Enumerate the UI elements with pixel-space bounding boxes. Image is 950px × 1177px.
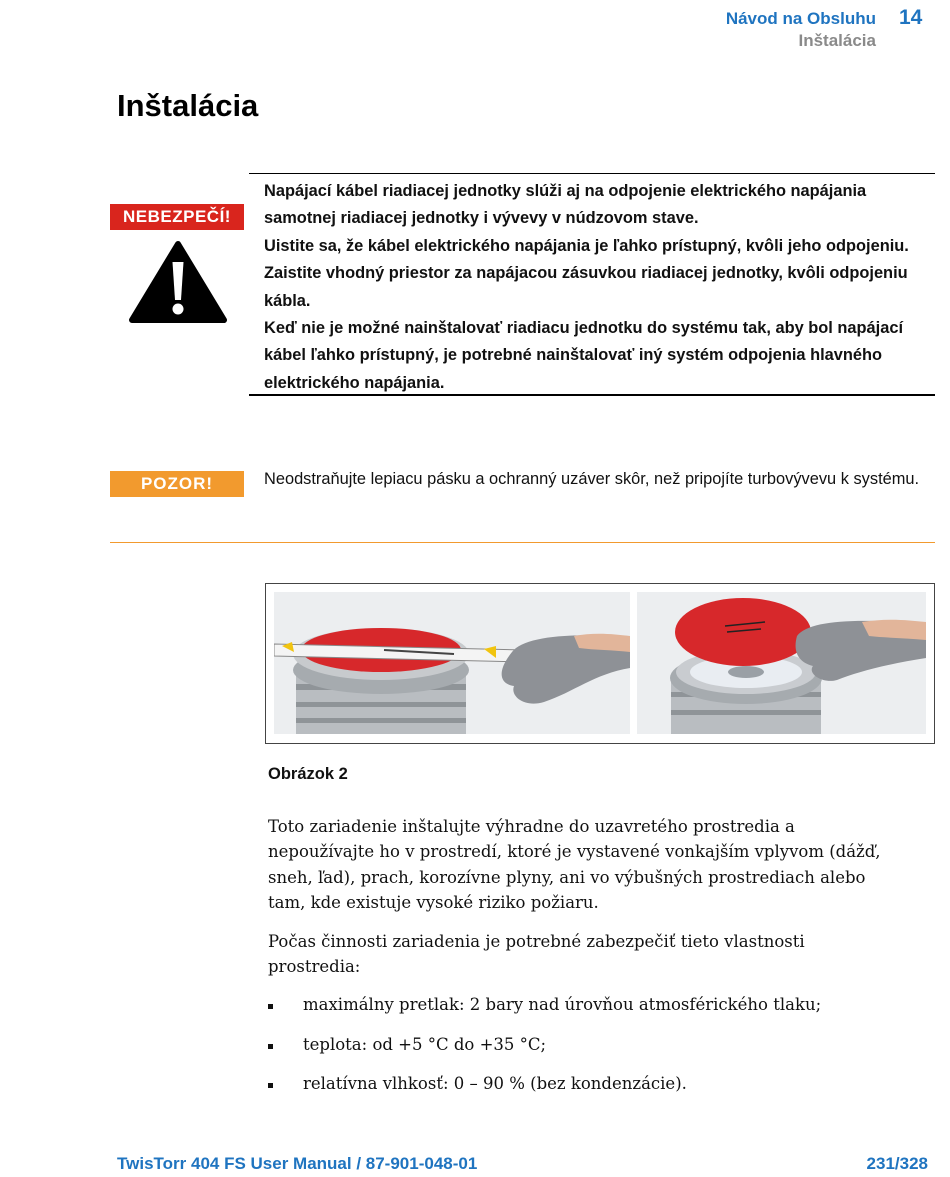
footer-manual-title: TwisTorr 404 FS User Manual / 87-901-048-01 [117, 1154, 478, 1173]
danger-text [264, 178, 934, 397]
caution-text: Neodstraňujte lepiacu pásku a ochranný uzáver skôr, než pripojíte turbovývevu k systému. [264, 470, 920, 488]
figure-caption: Obrázok 2 [268, 765, 348, 783]
bullet-text: teplota: od +5 °C do +35 °C; [303, 1035, 547, 1054]
danger-line-3: Keď nie je možné nainštalovať riadiacu jednotku do systému tak, aby bol napájací kábel ľahko prístupný, je potrebné nainštalovať iný systém odpojenia hlavného elektrického napájania. [264, 319, 904, 392]
danger-top-rule [249, 173, 935, 174]
body-paragraph-1-text: Toto zariadenie inštalujte výhradne do uzavretého prostredia a nepoužívajte ho v prostredí, ktoré je vystavené vonkajším vplyvom (dážď, sneh, ľad), prach, korozívne plyny, ani vo výbušných prostrediach alebo tam, kde existuje vysoké riziko požiaru. [268, 817, 881, 912]
header-title: Návod na Obsluhu [725, 9, 876, 28]
header-page-number: 14 [899, 6, 923, 29]
bullet-text: relatívna vlhkosť: 0 – 90 % (bez kondenzácie). [303, 1074, 687, 1093]
body-paragraph-2 [268, 929, 898, 980]
figure-panel-tape-removal [274, 592, 630, 734]
warning-triangle-icon [128, 240, 228, 324]
figure-panel-cap-removal [637, 592, 926, 734]
bullet-icon [268, 1044, 273, 1049]
danger-bottom-rule [249, 394, 935, 396]
bullet-text: maximálny pretlak: 2 bary nad úrovňou atmosférického tlaku; [303, 995, 822, 1014]
bullet-icon [268, 1004, 273, 1009]
caution-rule [110, 542, 935, 543]
danger-badge: NEBEZPEČÍ! [110, 204, 244, 230]
danger-line-1: Napájací kábel riadiacej jednotky slúži aj na odpojenie elektrického napájania samotnej riadiacej jednotky i vývevy v núdzovom stave. [264, 182, 867, 228]
caution-badge: POZOR! [110, 471, 244, 497]
body-paragraph-1 [268, 814, 898, 915]
page-title: Inštalácia [117, 88, 259, 123]
figure-image [265, 583, 935, 744]
bullet-icon [268, 1083, 273, 1088]
header-subtitle: Inštalácia [798, 31, 876, 50]
footer-page-counter: 231/328 [866, 1154, 928, 1173]
body-paragraph-2-text: Počas činnosti zariadenia je potrebné zabezpečiť tieto vlastnosti prostredia: [268, 932, 805, 977]
danger-line-2: Uistite sa, že kábel elektrického napájania je ľahko prístupný, kvôli jeho odpojeniu. Zaistite vhodný priestor za napájacou zásuvkou riadiacej jednotky, kvôli odpojeniu kábla. [264, 236, 909, 310]
